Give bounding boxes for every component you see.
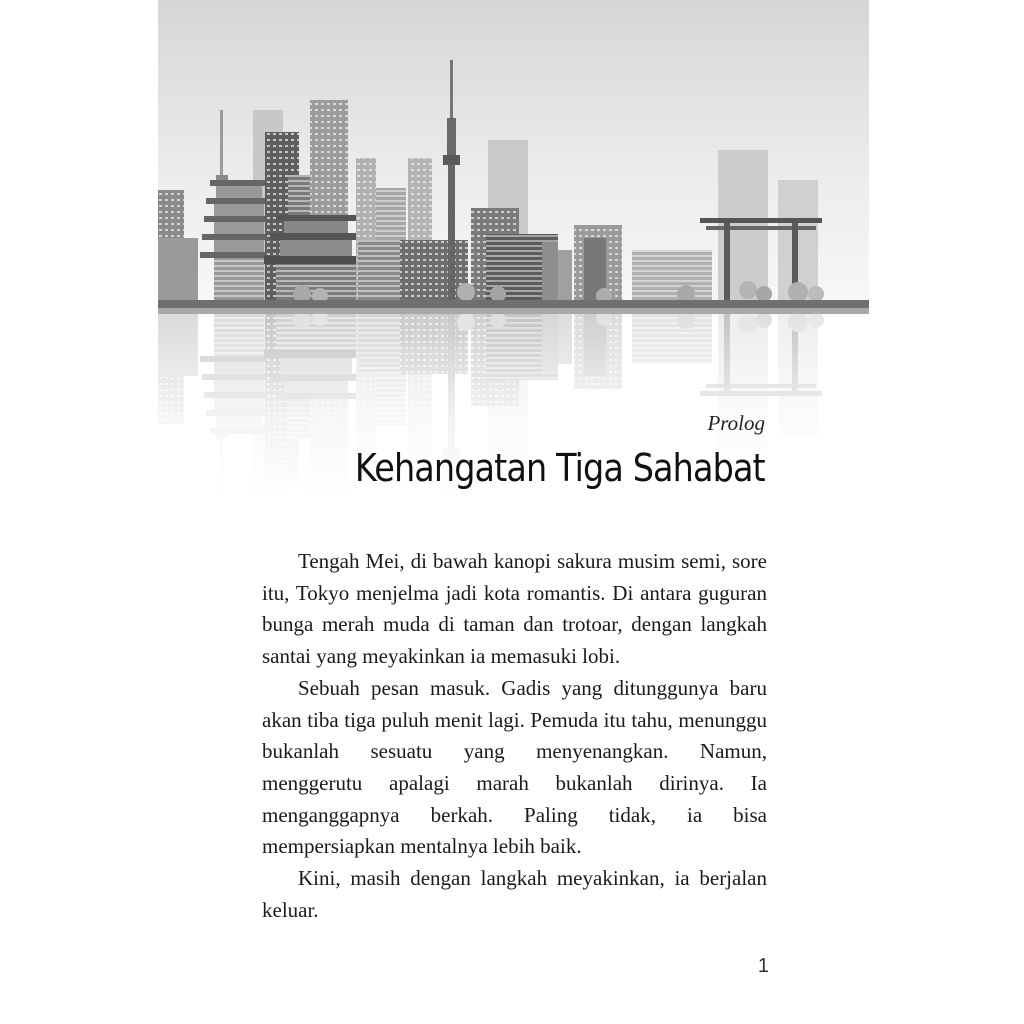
paragraph: Sebuah pesan masuk. Gadis yang ditunggunya baru akan tiba tiga puluh menit lagi. Pemuda itu tahu, menunggu bukanlah sesuatu yang menyenangkan. Namun, menggerutu apalagi marah bukanlah dirinya. Ia menganggapnya berkah. Paling tidak, ia bisa mempersiapkan mentalnya lebih baik. — [262, 675, 767, 859]
chapter-label: Prolog — [707, 411, 765, 435]
page-number: 1 — [757, 955, 769, 977]
paragraph: Tengah Mei, di bawah kanopi sakura musim semi, sore itu, Tokyo menjelma jadi kota romantis. Di antara guguran bunga merah muda di taman dan trotoar, dengan langkah santai yang meyakinkan ia memasuki lobi. — [262, 549, 767, 669]
chapter-title: Kehangatan Tiga Sahabat — [355, 446, 765, 490]
chapter-body — [262, 546, 767, 926]
book-page — [158, 0, 869, 1024]
paragraph: Kini, masih dengan langkah meyakinkan, ia berjalan keluar. — [262, 866, 767, 922]
